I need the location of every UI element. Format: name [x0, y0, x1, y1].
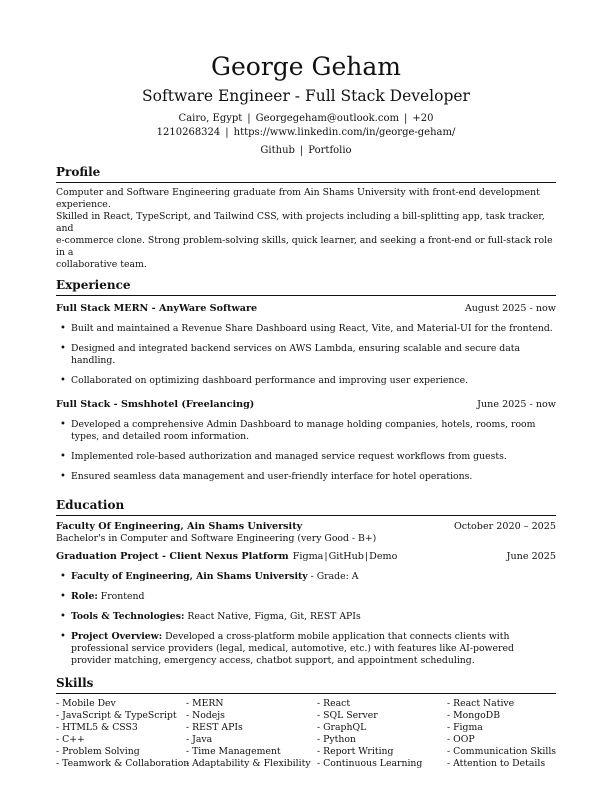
project-bullet: [56, 571, 556, 583]
job-entry: [56, 302, 556, 387]
project-header: [56, 551, 556, 563]
skill-item: - Teamwork & Collaboration: [56, 758, 190, 769]
bullet-label: Tools & Technologies:: [71, 611, 185, 622]
skill-item: - Continuous Learning: [317, 758, 423, 769]
contact-links: [56, 144, 556, 158]
phone-text: +20 1210268324: [156, 113, 434, 138]
project-bullet: [56, 611, 556, 623]
project-title: Graduation Project - Client Nexus Platform: [56, 551, 289, 562]
project-bullet: [56, 591, 556, 603]
skill-item: - C++: [56, 734, 85, 745]
portfolio-link[interactable]: Portfolio: [308, 145, 352, 156]
skill-item: - MongoDB: [447, 710, 501, 721]
bullet-label: Faculty of Engineering, Ain Shams University: [71, 571, 308, 582]
bullet-text: Frontend: [97, 591, 145, 602]
linkedin-link[interactable]: https://www.linkedin.com/in/george-geham/: [233, 127, 456, 138]
skill-item: - Adaptability & Flexibility: [186, 758, 311, 769]
job-bullet: • Built and maintained a Revenue Share Dashboard using React, Vite, and Material-UI for the frontend.: [56, 323, 556, 335]
education-entry: [56, 521, 556, 667]
job-bullets: [56, 323, 556, 387]
job-header: [56, 398, 556, 411]
contact-info: [56, 112, 556, 140]
job-date: August 2025 - now: [464, 303, 556, 314]
skill-item: - React: [317, 698, 351, 709]
candidate-name: George Geham: [211, 52, 401, 81]
skill-item: - SQL Server: [317, 710, 378, 721]
separator: |: [403, 113, 408, 124]
skill-item: - GraphQL: [317, 722, 367, 733]
job-date: June 2025 - now: [477, 399, 556, 410]
school-date: October 2020 – 2025: [453, 521, 556, 532]
project-date: June 2025: [506, 551, 556, 562]
skill-item: - REST APIs: [186, 722, 243, 733]
project-bullets: [56, 571, 556, 667]
profile-line: Computer and Software Engineering graduate from Ain Shams University with front-end development experience.: [56, 187, 540, 210]
profile-summary: [56, 187, 556, 271]
job-bullet: • Developed a comprehensive Admin Dashboard to manage holding companies, hotels, rooms, room types, and detailed room information.: [56, 419, 556, 443]
skill-item: - MERN: [186, 698, 224, 709]
job-bullet: • Collaborated on optimizing dashboard performance and improving user experience.: [56, 375, 556, 387]
section-title-experience: Experience: [56, 277, 556, 296]
separator: |: [247, 113, 251, 124]
profile-line: e-commerce clone. Strong problem-solving skills, quick learner, and seeking a front-end or full-stack role in a: [56, 235, 553, 258]
skill-item: - Communication Skills: [447, 746, 557, 757]
skill-item: - HTML5 & CSS3: [56, 722, 138, 733]
job-entry: [56, 398, 556, 483]
profile-line: Skilled in React, TypeScript, and Tailwind CSS, with projects including a bill-splitting app, task tracker, and: [56, 211, 545, 234]
resume-header: [56, 0, 556, 158]
skill-item: - Python: [317, 734, 356, 745]
project-bullet: [56, 631, 556, 667]
degree-text: Bachelor's in Computer and Software Engineering (very Good - B+): [56, 533, 377, 544]
section-title-profile: Profile: [56, 164, 556, 183]
bullet-text: - Grade: A: [307, 571, 359, 582]
job-title: Full Stack MERN - AnyWare Software: [56, 303, 258, 314]
bullet-text: Developed a cross-platform mobile application that connects clients with professional service providers (legal, medical, automotive, etc.) with features like AI-powered provider matching, emergency access, chatbot support, and appointment scheduling.: [71, 631, 514, 666]
skill-item: - Java: [186, 734, 213, 745]
demo-link[interactable]: Demo: [369, 551, 398, 562]
location-text: Cairo, Egypt: [178, 113, 243, 124]
bullet-label: Role:: [71, 591, 98, 602]
education-header: [56, 521, 556, 533]
section-title-education: Education: [56, 497, 556, 516]
bullet-label: Project Overview:: [71, 631, 163, 642]
skill-item: - Nodejs: [186, 710, 225, 721]
job-title: Full Stack - Smshhotel (Freelancing): [56, 399, 255, 410]
github-link[interactable]: GitHub: [328, 551, 364, 562]
section-title-skills: Skills: [56, 675, 556, 694]
skill-item: - Time Management: [186, 746, 281, 757]
skill-item: - Attention to Details: [447, 758, 546, 769]
skill-item: - Problem Solving: [56, 746, 140, 757]
profile-line: collaborative team.: [56, 259, 147, 270]
skill-item: - Report Writing: [317, 746, 394, 757]
skills-grid: [56, 698, 556, 770]
skill-item: - Mobile Dev: [56, 698, 116, 709]
figma-link[interactable]: Figma: [292, 551, 324, 562]
skill-item: - Figma: [447, 722, 483, 733]
job-bullet: • Implemented role-based authorization and managed service request workflows from guests.: [56, 451, 556, 463]
skill-item: - JavaScript & TypeScript: [56, 710, 177, 721]
github-link[interactable]: Github: [260, 145, 295, 156]
separator: |: [225, 127, 229, 138]
candidate-role: Software Engineer - Full Stack Developer: [142, 87, 470, 105]
separator: |: [299, 145, 304, 156]
job-bullet: • Designed and integrated backend services on AWS Lambda, ensuring scalable and secure data handling.: [56, 343, 556, 367]
email-link[interactable]: Georgegeham@outlook.com: [255, 113, 399, 124]
skill-item: - OOP: [447, 734, 475, 745]
job-header: [56, 302, 556, 315]
job-bullets: [56, 419, 556, 483]
school-name: Faculty Of Engineering, Ain Shams University: [56, 521, 303, 532]
skill-item: - React Native: [447, 698, 515, 709]
job-bullet: • Ensured seamless data management and user-friendly interface for hotel operations.: [56, 471, 556, 483]
project-links: Figma|GitHub|Demo: [292, 551, 398, 562]
bullet-text: React Native, Figma, Git, REST APIs: [184, 611, 361, 622]
